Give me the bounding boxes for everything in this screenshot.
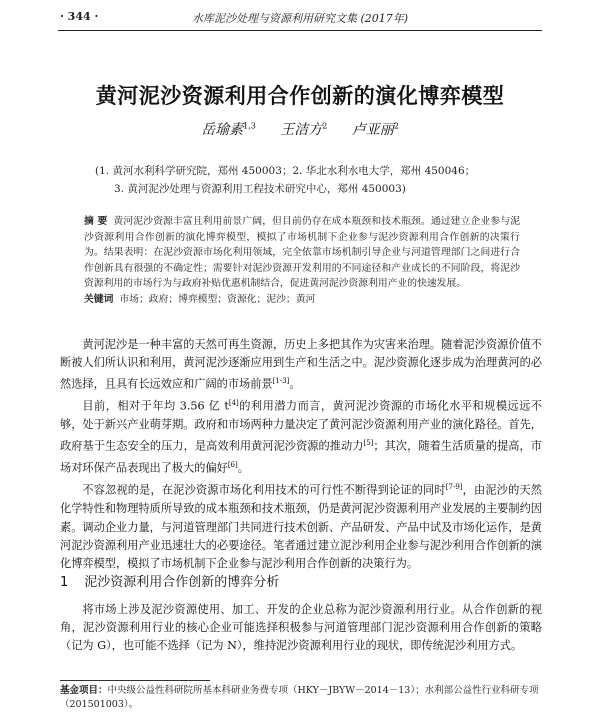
affiliations — [95, 162, 510, 198]
author-affil-mark: 2 — [393, 121, 399, 131]
author — [280, 122, 327, 138]
author — [352, 122, 399, 138]
footnote-text: 中央级公益性科研院所基本科研业务费专项（HKY－JBYW－2014－13）；水利部公益性行业科研专项（201501003）。 — [60, 685, 539, 710]
section-heading — [60, 571, 540, 590]
affiliation-line-1: (1. 黄河水利科学研究院，郑州 450003；2. 华北水利水电大学，郑州 450046； — [95, 165, 476, 177]
introduction — [60, 336, 542, 573]
section-body — [60, 601, 542, 656]
paragraph: 黄河泥沙是一种丰富的天然可再生资源，历史上多把其作为灾害来治理。随着泥沙资源价值不断被人们所认识和利用，黄河泥沙逐渐应用到生产和生活之中。泥沙资源化逐步成为治理黄河的必然选择，且具有长远效应和广阔的市场前景[1-3]。 — [60, 338, 542, 392]
citation: [7-9] — [445, 483, 463, 492]
footnote — [60, 684, 542, 712]
author-name: 卢亚丽 — [351, 122, 394, 138]
page-number: · 344 · — [60, 10, 99, 23]
abstract-text: 黄河泥沙资源丰富且利用前景广阔，但目前仍存在成本瓶颈和技术瓶颈。通过建立企业参与泥沙资源利用合作创新的演化博弈模型，模拟了市场机制下企业参与泥沙资源利用合作创新的决策行为。结果表明：在泥沙资源市场化利用领域，完全依靠市场机制引导企业与河道管理部门之间进行合作创新具有很强的不确定性；需要针对泥沙资源开发利用的不同途径和产业成长的不同阶段，将泥沙资源利用的市场行为与政府补贴优惠机制结合，促进黄河泥沙资源利用产业的快速发展。 — [84, 216, 521, 290]
section-title: 泥沙资源利用合作创新的博弈分析 — [84, 575, 280, 590]
author-list — [60, 119, 540, 139]
running-header — [60, 10, 540, 28]
abstract-label: 摘 要 — [84, 216, 108, 227]
citation: [4] — [228, 399, 239, 408]
journal-title: 水库泥沙处理与资源利用研究文集 (2017年) — [191, 12, 409, 25]
citation: [5] — [363, 439, 374, 448]
citation: [1-3] — [272, 377, 290, 386]
keywords-text: 市场；政府；博弈模型；资源化；泥沙；黄河 — [119, 293, 316, 305]
section-number: 1 — [60, 575, 69, 590]
paragraph: 不容忽视的是，在泥沙资源市场化利用技术的可行性不断得到论证的同时[7-9]，由泥沙的天然化学特性和物理特质所导致的成本瓶颈和技术瓶颈，仍是黄河泥沙资源利用产业发展的主要制约因素。调动企业力量，与河道管理部门共同进行技术创新、产品研发、产品中试及市场化运作，是黄河泥沙资源利用产业迅速壮大的必要途径。笔者通过建立泥沙利用企业参与泥沙利用合作创新的演化博弈模型，模拟了市场机制下企业参与泥沙利用合作创新的决策行为。 — [60, 483, 542, 570]
footnote-label: 基金项目： — [60, 685, 108, 696]
author-name: 岳瑜素 — [201, 122, 244, 138]
author-name: 王洁方 — [280, 122, 323, 138]
keywords-label: 关键词 — [84, 293, 114, 305]
author — [201, 122, 256, 138]
paragraph: 目前，相对于年均 3.56 亿 t[4]的利用潜力而言，黄河泥沙资源的市场化水平和规模远远不够，处于新兴产业萌芽期。政府和市场两种力量决定了黄河泥沙资源利用产业的演化路径。首先，政府基于生态安全的压力，是高效利用黄河泥沙资源的推动力[5]；其次，随着生活质量的提高，市场对环保产品表现出了极大的偏好[6]。 — [60, 399, 542, 476]
citation: [6] — [227, 461, 238, 470]
abstract — [84, 214, 520, 292]
affiliation-line-2: 3. 黄河泥沙处理与资源利用工程技术研究中心，郑州 450003) — [114, 183, 406, 195]
header-rule — [58, 30, 542, 31]
author-affil-mark: 1,3 — [243, 121, 256, 131]
footnote-rule — [60, 680, 210, 681]
author-affil-mark: 2 — [322, 121, 328, 131]
keywords — [84, 292, 520, 308]
paper-title: 黄河泥沙资源利用合作创新的演化博弈模型 — [95, 84, 505, 108]
abstract-block — [84, 214, 520, 308]
paragraph: 将市场上涉及泥沙资源使用、加工、开发的企业总称为泥沙资源利用行业。从合作创新的视角，泥沙资源利用行业的核心企业可能选择积极参与河道管理部门泥沙资源利用合作创新的策略（记为 G），也可能不选择（记为 N），维持泥沙资源利用行业的现状，即传统泥沙利用方式。 — [60, 603, 542, 653]
